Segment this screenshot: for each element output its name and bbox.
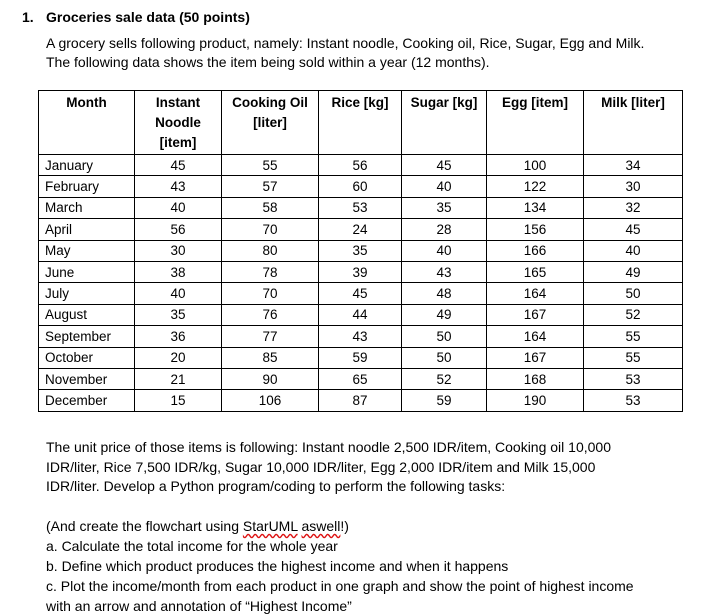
table-row [39, 304, 683, 325]
flowchart-note-word: aswell [301, 518, 341, 534]
price-paragraph [46, 438, 686, 497]
value-cell: 56 [319, 155, 402, 176]
value-cell: 76 [222, 304, 319, 325]
value-cell: 60 [319, 176, 402, 197]
value-cell: 24 [319, 219, 402, 240]
question-number: 1. [22, 9, 34, 25]
task-list [46, 516, 634, 616]
column-header-line: Cooking Oil [232, 95, 308, 110]
value-cell: 53 [319, 197, 402, 218]
value-cell: 134 [487, 197, 584, 218]
value-cell: 44 [319, 304, 402, 325]
value-cell: 165 [487, 261, 584, 282]
table-row [39, 347, 683, 368]
month-cell: March [39, 197, 135, 218]
column-header [135, 91, 222, 155]
table-row [39, 219, 683, 240]
month-cell: February [39, 176, 135, 197]
column-header [402, 91, 487, 155]
value-cell: 39 [319, 261, 402, 282]
table-row [39, 390, 683, 411]
value-cell: 90 [222, 368, 319, 389]
flowchart-note-after: !) [340, 518, 349, 534]
value-cell: 50 [402, 347, 487, 368]
value-cell: 164 [487, 326, 584, 347]
value-cell: 168 [487, 368, 584, 389]
value-cell: 87 [319, 390, 402, 411]
question-heading [22, 9, 250, 25]
value-cell: 35 [319, 240, 402, 261]
column-header-line: Rice [kg] [331, 95, 389, 110]
value-cell: 15 [135, 390, 222, 411]
value-cell: 122 [487, 176, 584, 197]
value-cell: 70 [222, 283, 319, 304]
value-cell: 40 [584, 240, 683, 261]
month-cell: October [39, 347, 135, 368]
value-cell: 30 [584, 176, 683, 197]
value-cell: 30 [135, 240, 222, 261]
month-cell: September [39, 326, 135, 347]
value-cell: 45 [584, 219, 683, 240]
value-cell: 55 [584, 326, 683, 347]
value-cell: 53 [584, 390, 683, 411]
value-cell: 35 [402, 197, 487, 218]
table-row [39, 283, 683, 304]
value-cell: 70 [222, 219, 319, 240]
value-cell: 20 [135, 347, 222, 368]
value-cell: 36 [135, 326, 222, 347]
value-cell: 166 [487, 240, 584, 261]
value-cell: 56 [135, 219, 222, 240]
value-cell: 40 [402, 240, 487, 261]
intro-text [46, 34, 706, 72]
table-body [39, 155, 683, 412]
value-cell: 40 [402, 176, 487, 197]
value-cell: 190 [487, 390, 584, 411]
column-header-line: Noodle [155, 115, 201, 130]
value-cell: 45 [402, 155, 487, 176]
value-cell: 50 [402, 326, 487, 347]
intro-line: The following data shows the item being sold within a year (12 months). [46, 54, 490, 70]
table-row [39, 197, 683, 218]
column-header [39, 91, 135, 155]
flowchart-note-before: (And create the flowchart using [46, 518, 243, 534]
value-cell: 57 [222, 176, 319, 197]
sales-table [38, 90, 683, 412]
task-item: c. Plot the income/month from each product in one graph and show the point of highest income [46, 578, 634, 594]
flowchart-note-app: StarUML [242, 518, 298, 534]
month-cell: May [39, 240, 135, 261]
month-cell: January [39, 155, 135, 176]
column-header-line: Month [66, 95, 107, 110]
table-row [39, 176, 683, 197]
value-cell: 52 [402, 368, 487, 389]
table-row [39, 326, 683, 347]
column-header [319, 91, 402, 155]
value-cell: 167 [487, 304, 584, 325]
value-cell: 43 [135, 176, 222, 197]
value-cell: 21 [135, 368, 222, 389]
question-title: Groceries sale data (50 points) [46, 9, 250, 25]
value-cell: 156 [487, 219, 584, 240]
month-cell: December [39, 390, 135, 411]
value-cell: 164 [487, 283, 584, 304]
table-row [39, 240, 683, 261]
month-cell: July [39, 283, 135, 304]
column-header-line: Egg [item] [502, 95, 568, 110]
column-header-line: Sugar [kg] [410, 95, 478, 110]
value-cell: 32 [584, 197, 683, 218]
value-cell: 38 [135, 261, 222, 282]
month-cell: August [39, 304, 135, 325]
value-cell: 58 [222, 197, 319, 218]
value-cell: 40 [135, 197, 222, 218]
value-cell: 59 [402, 390, 487, 411]
month-cell: June [39, 261, 135, 282]
value-cell: 49 [584, 261, 683, 282]
column-header-line: Milk [liter] [601, 95, 665, 110]
task-item: a. Calculate the total income for the whole year [46, 538, 338, 554]
table-row [39, 368, 683, 389]
column-header-line: [item] [159, 135, 197, 150]
value-cell: 106 [222, 390, 319, 411]
table-row [39, 261, 683, 282]
value-cell: 35 [135, 304, 222, 325]
value-cell: 49 [402, 304, 487, 325]
value-cell: 85 [222, 347, 319, 368]
value-cell: 55 [222, 155, 319, 176]
value-cell: 40 [135, 283, 222, 304]
value-cell: 28 [402, 219, 487, 240]
value-cell: 53 [584, 368, 683, 389]
value-cell: 34 [584, 155, 683, 176]
task-item: b. Define which product produces the highest income and when it happens [46, 558, 509, 574]
table-header-row [39, 91, 683, 155]
value-cell: 78 [222, 261, 319, 282]
intro-line: A grocery sells following product, namely: Instant noodle, Cooking oil, Rice, Sugar, Egg and Milk. [46, 35, 645, 51]
value-cell: 65 [319, 368, 402, 389]
table-row [39, 155, 683, 176]
column-header [487, 91, 584, 155]
value-cell: 50 [584, 283, 683, 304]
value-cell: 77 [222, 326, 319, 347]
task-item: with an arrow and annotation of “Highest Income” [46, 598, 352, 614]
column-header [584, 91, 683, 155]
value-cell: 48 [402, 283, 487, 304]
column-header [222, 91, 319, 155]
flowchart-note [46, 516, 634, 536]
price-line: The unit price of those items is following: Instant noodle 2,500 IDR/item, Cooking oil 10,000 [46, 439, 611, 455]
column-header-line: Instant [155, 95, 201, 110]
value-cell: 100 [487, 155, 584, 176]
value-cell: 45 [135, 155, 222, 176]
value-cell: 55 [584, 347, 683, 368]
value-cell: 45 [319, 283, 402, 304]
value-cell: 167 [487, 347, 584, 368]
price-line: IDR/liter, Rice 7,500 IDR/kg, Sugar 10,000 IDR/liter, Egg 2,000 IDR/item and Milk 15,000 [46, 458, 596, 475]
month-cell: April [39, 219, 135, 240]
month-cell: November [39, 368, 135, 389]
value-cell: 80 [222, 240, 319, 261]
value-cell: 43 [402, 261, 487, 282]
column-header-line: [liter] [253, 115, 287, 130]
value-cell: 43 [319, 326, 402, 347]
value-cell: 52 [584, 304, 683, 325]
value-cell: 59 [319, 347, 402, 368]
price-line: IDR/liter. Develop a Python program/coding to perform the following tasks: [46, 478, 506, 494]
